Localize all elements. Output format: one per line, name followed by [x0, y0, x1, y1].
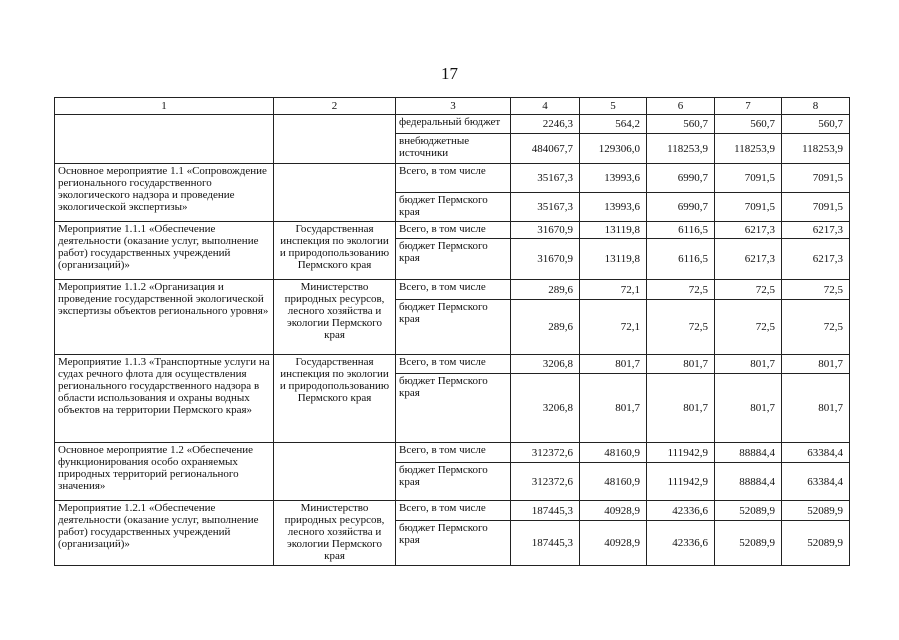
amount-cell: 52089,9 [715, 521, 782, 566]
amount-cell: 52089,9 [782, 521, 850, 566]
amount-cell: 312372,6 [511, 463, 580, 501]
amount-cell: 312372,6 [511, 443, 580, 463]
amount-cell: 289,6 [511, 300, 580, 355]
amount-cell: 31670,9 [511, 239, 580, 280]
amount-cell: 801,7 [647, 374, 715, 443]
funding-source-cell: внебюджетные источники [396, 134, 511, 164]
table-row [55, 355, 850, 374]
amount-cell: 801,7 [715, 355, 782, 374]
amount-cell: 3206,8 [511, 355, 580, 374]
amount-cell: 42336,6 [647, 521, 715, 566]
amount-cell: 52089,9 [782, 501, 850, 521]
activity-name-cell: Основное мероприятие 1.2 «Обеспечение функционирования особо охраняемых природных территорий регионального значения» [55, 443, 274, 501]
activity-name-cell: Мероприятие 1.1.3 «Транспортные услуги на судах речного флота для осуществления регионального государственного надзора в области использования и охраны водных объектов на территории Пермского края» [55, 355, 274, 443]
amount-cell: 801,7 [782, 374, 850, 443]
amount-cell: 42336,6 [647, 501, 715, 521]
funding-source-cell: бюджет Пермского края [396, 463, 511, 501]
column-header: 3 [396, 98, 511, 115]
funding-source-cell: Всего, в том числе [396, 280, 511, 300]
page-number: 17 [441, 64, 458, 83]
activity-name-cell [55, 115, 274, 164]
amount-cell: 6217,3 [782, 222, 850, 239]
amount-cell: 7091,5 [782, 164, 850, 193]
column-header: 2 [274, 98, 396, 115]
amount-cell: 111942,9 [647, 443, 715, 463]
amount-cell: 88884,4 [715, 463, 782, 501]
table-row [55, 443, 850, 463]
amount-cell: 801,7 [580, 374, 647, 443]
funding-source-cell: федеральный бюджет [396, 115, 511, 134]
funding-source-cell: Всего, в том числе [396, 443, 511, 463]
amount-cell: 72,1 [580, 300, 647, 355]
activity-name-cell: Мероприятие 1.2.1 «Обеспечение деятельности (оказание услуг, выполнение работ) государственных учреждений (организаций)» [55, 501, 274, 566]
amount-cell: 801,7 [647, 355, 715, 374]
amount-cell: 48160,9 [580, 443, 647, 463]
amount-cell: 40928,9 [580, 501, 647, 521]
funding-source-cell: Всего, в том числе [396, 355, 511, 374]
amount-cell: 6116,5 [647, 239, 715, 280]
funding-source-cell: Всего, в том числе [396, 501, 511, 521]
amount-cell: 13119,8 [580, 239, 647, 280]
funding-source-cell: бюджет Пермского края [396, 521, 511, 566]
executor-cell [274, 115, 396, 164]
amount-cell: 40928,9 [580, 521, 647, 566]
amount-cell: 187445,3 [511, 501, 580, 521]
column-header: 6 [647, 98, 715, 115]
activity-name-cell: Основное мероприятие 1.1 «Сопровождение регионального государственного экологического надзора и проведение экологической экспертизы» [55, 164, 274, 222]
executor-cell: Государственная инспекция по экологии и природопользованию Пермского края [274, 355, 396, 443]
amount-cell: 560,7 [647, 115, 715, 134]
amount-cell: 7091,5 [715, 193, 782, 222]
funding-source-cell: Всего, в том числе [396, 164, 511, 193]
amount-cell: 6116,5 [647, 222, 715, 239]
amount-cell: 564,2 [580, 115, 647, 134]
table-row [55, 164, 850, 193]
activity-name-cell: Мероприятие 1.1.2 «Организация и проведение государственной экологической экспертизы объектов регионального уровня» [55, 280, 274, 355]
amount-cell: 72,5 [647, 300, 715, 355]
amount-cell: 35167,3 [511, 193, 580, 222]
amount-cell: 63384,4 [782, 463, 850, 501]
amount-cell: 7091,5 [782, 193, 850, 222]
amount-cell: 129306,0 [580, 134, 647, 164]
amount-cell: 560,7 [715, 115, 782, 134]
amount-cell: 3206,8 [511, 374, 580, 443]
executor-cell [274, 443, 396, 501]
amount-cell: 6217,3 [715, 239, 782, 280]
amount-cell: 31670,9 [511, 222, 580, 239]
amount-cell: 13119,8 [580, 222, 647, 239]
amount-cell: 88884,4 [715, 443, 782, 463]
amount-cell: 63384,4 [782, 443, 850, 463]
funding-source-cell: бюджет Пермского края [396, 193, 511, 222]
column-header: 5 [580, 98, 647, 115]
amount-cell: 52089,9 [715, 501, 782, 521]
funding-source-cell: бюджет Пермского края [396, 300, 511, 355]
amount-cell: 187445,3 [511, 521, 580, 566]
amount-cell: 72,1 [580, 280, 647, 300]
table-row [55, 115, 850, 134]
amount-cell: 72,5 [715, 300, 782, 355]
amount-cell: 801,7 [580, 355, 647, 374]
column-header: 7 [715, 98, 782, 115]
amount-cell: 35167,3 [511, 164, 580, 193]
amount-cell: 72,5 [647, 280, 715, 300]
amount-cell: 6217,3 [782, 239, 850, 280]
funding-source-cell: бюджет Пермского края [396, 374, 511, 443]
amount-cell: 801,7 [715, 374, 782, 443]
amount-cell: 289,6 [511, 280, 580, 300]
amount-cell: 13993,6 [580, 193, 647, 222]
executor-cell: Государственная инспекция по экологии и природопользованию Пермского края [274, 222, 396, 280]
header-row [55, 98, 850, 115]
amount-cell: 72,5 [715, 280, 782, 300]
amount-cell: 111942,9 [647, 463, 715, 501]
table-row [55, 501, 850, 521]
amount-cell: 801,7 [782, 355, 850, 374]
activity-name-cell: Мероприятие 1.1.1 «Обеспечение деятельности (оказание услуг, выполнение работ) государственных учреждений (организаций)» [55, 222, 274, 280]
amount-cell: 6990,7 [647, 193, 715, 222]
amount-cell: 72,5 [782, 300, 850, 355]
amount-cell: 118253,9 [647, 134, 715, 164]
funding-source-cell: Всего, в том числе [396, 222, 511, 239]
column-header: 1 [55, 98, 274, 115]
table-row [55, 280, 850, 300]
budget-table [54, 97, 850, 566]
amount-cell: 118253,9 [782, 134, 850, 164]
amount-cell: 560,7 [782, 115, 850, 134]
amount-cell: 6990,7 [647, 164, 715, 193]
amount-cell: 7091,5 [715, 164, 782, 193]
column-header: 8 [782, 98, 850, 115]
executor-cell: Министерство природных ресурсов, лесного хозяйства и экологии Пермского края [274, 501, 396, 566]
amount-cell: 484067,7 [511, 134, 580, 164]
amount-cell: 72,5 [782, 280, 850, 300]
amount-cell: 13993,6 [580, 164, 647, 193]
executor-cell [274, 164, 396, 222]
amount-cell: 48160,9 [580, 463, 647, 501]
amount-cell: 118253,9 [715, 134, 782, 164]
column-header: 4 [511, 98, 580, 115]
amount-cell: 2246,3 [511, 115, 580, 134]
funding-source-cell: бюджет Пермского края [396, 239, 511, 280]
executor-cell: Министерство природных ресурсов, лесного хозяйства и экологии Пермского края [274, 280, 396, 355]
table-row [55, 222, 850, 239]
amount-cell: 6217,3 [715, 222, 782, 239]
